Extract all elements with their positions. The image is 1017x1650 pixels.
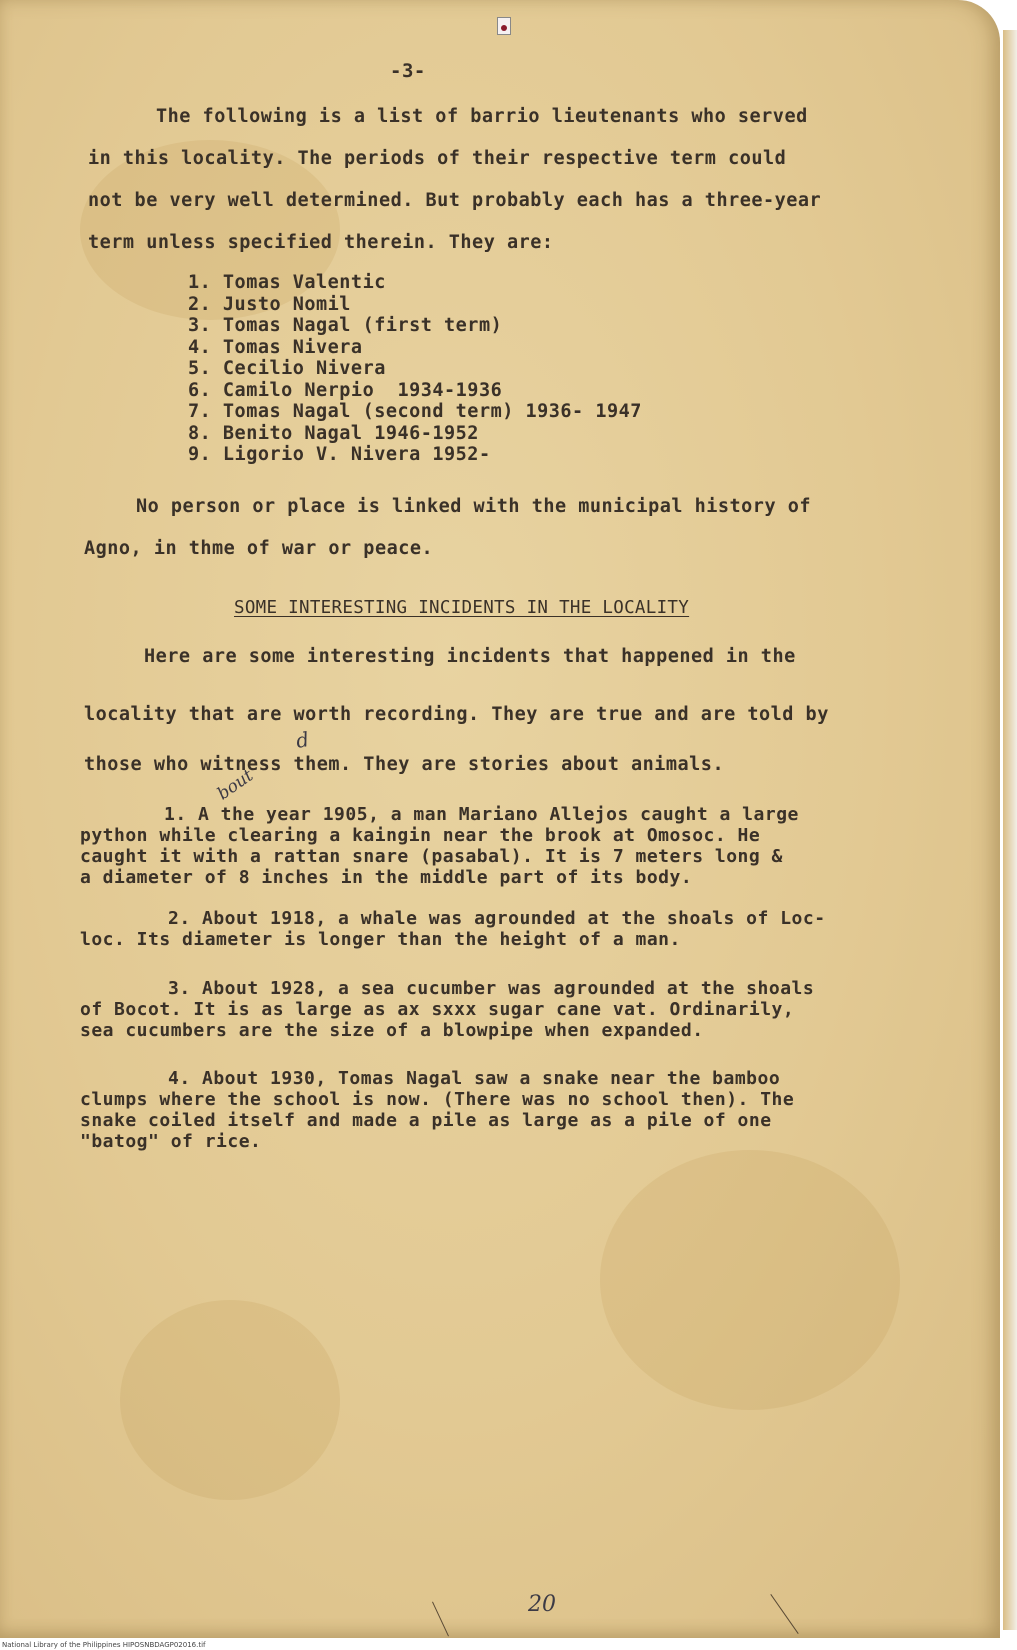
incident-line: 4. About 1930, Tomas Nagal saw a snake near the bamboo: [168, 1068, 781, 1089]
section-intro-line: those who witness them. They are stories about animals.: [84, 754, 725, 775]
paper-edge: [1003, 30, 1017, 1630]
incident-line: sea cucumbers are the size of a blowpipe when expanded.: [80, 1020, 704, 1041]
intro-line: The following is a list of barrio lieutenants who served: [156, 106, 808, 127]
paper-stain: [600, 1150, 900, 1410]
incident-1: [80, 804, 880, 888]
list-item: 1. Tomas Valentic: [188, 272, 386, 293]
incident-line: a diameter of 8 inches in the middle part of its body.: [80, 867, 693, 888]
handwritten-about: bout: [213, 765, 258, 805]
incident-line: clumps where the school is now. (There was no school then). The: [80, 1089, 795, 1110]
page-number: -3-: [390, 60, 426, 82]
incident-line: 3. About 1928, a sea cucumber was agrounded at the shoals: [168, 978, 815, 999]
library-stamp-icon: [497, 17, 511, 35]
incident-line: 1. A the year 1905, a man Mariano Allejos caught a large: [164, 804, 799, 825]
incident-line: "batog" of rice.: [80, 1131, 262, 1152]
history-line: Agno, in thme of war or peace.: [84, 538, 434, 559]
history-line: No person or place is linked with the municipal history of: [136, 496, 812, 517]
list-item: 6. Camilo Nerpio 1934-1936: [188, 379, 503, 401]
incident-line: loc. Its diameter is longer than the height of a man.: [80, 929, 681, 950]
list-item: 7. Tomas Nagal (second term) 1936- 1947: [188, 401, 642, 422]
list-item: 8. Benito Nagal 1946-1952: [188, 422, 479, 444]
incident-line: python while clearing a kaingin near the brook at Omosoc. He: [80, 825, 761, 846]
list-item: 9. Ligorio V. Nivera 1952-: [188, 444, 491, 465]
list-item: 4. Tomas Nivera: [188, 336, 363, 358]
incident-line: caught it with a rattan snare (pasabal). It is 7 meters long &: [80, 846, 783, 867]
archive-footer: National Library of the Philippines HIPOSNBDAGP02016.tif: [2, 1641, 206, 1649]
incident-2: [80, 908, 880, 950]
section-heading: SOME INTERESTING INCIDENTS IN THE LOCALITY: [234, 598, 690, 618]
list-item: 5. Cecilio Nivera: [188, 358, 386, 379]
incident-line: of Bocot. It is as large as ax sxxx sugar cane vat. Ordinarily,: [80, 999, 795, 1020]
list-item: 3. Tomas Nagal (first term): [188, 315, 503, 336]
intro-line: term unless specified therein. They are:: [88, 232, 554, 253]
handwritten-page-count: 20: [528, 1592, 556, 1617]
paper-stain: [120, 1300, 340, 1500]
incident-4: [80, 1068, 880, 1152]
lieutenant-list: [188, 272, 642, 466]
section-intro-line: locality that are worth recording. They are true and are told by: [84, 704, 829, 725]
intro-line: in this locality. The periods of their respective term could: [88, 148, 787, 169]
stamp-dot: [501, 25, 507, 31]
handwritten-d: d: [294, 727, 311, 753]
section-intro-line: Here are some interesting incidents that happened in the: [144, 646, 796, 667]
intro-line: not be very well determined. But probably each has a three-year: [88, 190, 822, 211]
incident-line: 2. About 1918, a whale was agrounded at the shoals of Loc-: [168, 908, 826, 929]
incident-3: [80, 978, 880, 1041]
incident-line: snake coiled itself and made a pile as large as a pile of one: [80, 1110, 772, 1131]
list-item: 2. Justo Nomil: [188, 293, 351, 315]
